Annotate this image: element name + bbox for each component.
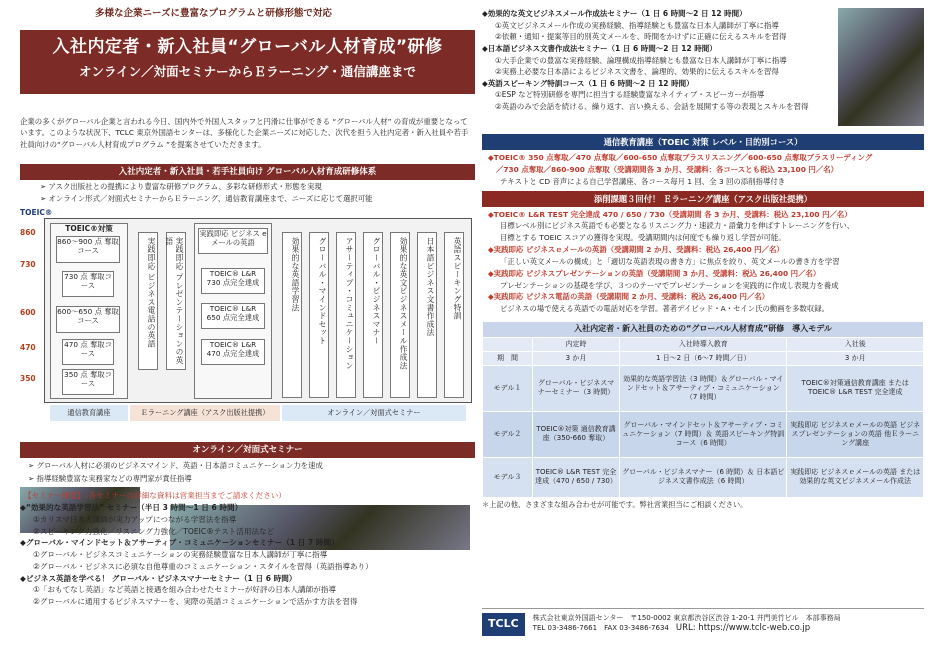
toeic-box-label: TOEIC®対策 <box>65 224 113 233</box>
company-address: 株式会社東京外国語センター 〒150-0002 東京都渋谷区渋谷 1-20-1 井門美竹ビル 本部事務局 <box>532 614 841 623</box>
footer-label-online: オンライン／対面式セミナー <box>282 405 466 421</box>
model-table <box>482 321 924 498</box>
seminar-list <box>20 502 475 608</box>
right-column <box>482 8 924 509</box>
model-cell: グローバル・マインドセット＆アサーティブ・コミュニケーション（7 時間）＆ 英語スピーキング特訓コース（6 時間） <box>620 411 787 457</box>
presentation-english-course: 実践即応 プレゼンテーションの英語 <box>166 232 186 370</box>
model-name: モデル２ <box>483 411 533 457</box>
seminar-course: 効果的な英語学習法 <box>282 232 302 398</box>
correspondence-line: テキストと CD 音声による自己学習講座、各コース毎月 1 回、全 3 回の添削指導付き <box>500 176 786 186</box>
elearning-detail: 目標レベル別にビジネス英語でも必要となるリスニング力・速読力・語彙力を伸ばすトレーニングを行い、 <box>500 221 855 231</box>
model-title: 入社内定者・新入社員のための“グローバル人材育成”研修 導入モデル <box>483 322 924 337</box>
overview-label: 【セミナー概要】 <box>24 491 85 500</box>
right-top <box>482 8 924 126</box>
model-cell: 実践即応 ビジネスｅメールの英語 または 効果的な英文ビジネスメール作成法 <box>787 457 924 497</box>
seminar-title: ◆効果的な英文ビジネスメール作成法セミナー（1 日 6 時間〜2 日 12 時間） <box>482 9 747 18</box>
title-banner <box>20 30 475 94</box>
list-item: ➢ オンライン形式／対面式セミナーからＥラーニング、通信教育講座まで、ニーズに応じて選択可能 <box>40 194 373 203</box>
model-note: ＊上記の他、さまざまな組み合わせが可能です。弊社営業担当にご相談ください。 <box>482 499 748 509</box>
seminar-title: ◆英語スピーキング特訓コース（1 日 6 時間〜2 日 12 時間） <box>482 78 694 88</box>
model-col-header: 内定時 <box>533 337 620 351</box>
model-table-wrap <box>482 321 924 509</box>
toeic-course: 860～900 点 奪取コース <box>56 236 120 263</box>
seminar-detail: ①「おもてなし英語」など英語と接遇を組み合わせたセミナーが好評の日本人講師が指導 <box>33 585 336 595</box>
company-phone: TEL 03-3486-7661 FAX 03-3486-7634 <box>532 624 669 633</box>
company-url[interactable]: URL: https://www.tclc-web.co.jp <box>675 623 811 634</box>
right-seminars <box>482 8 834 126</box>
list-item: ➢ アスク出版社との提携により豊富な研修プログラム、多彩な研修形式・形態を実現 <box>40 182 322 191</box>
model-cell: 効果的な英語学習法（3 時間）＆グローバル・マインドセット＆アサーティブ・コミュニケーション（7 時間） <box>620 365 787 411</box>
period-value: 3 か月 <box>787 351 924 365</box>
speaker-photo <box>838 8 924 126</box>
seminar-detail: ②スピーキング力強化／リスニング力強化／TOEIC®テスト活用法など <box>33 526 275 536</box>
seminar-detail: ①大手企業での豊富な実務経験、論理構成指導経験とも豊富な日本人講師が丁寧に指導 <box>495 55 787 65</box>
seminar-course: アサーティブ・コミュニケーション <box>336 232 356 398</box>
seminar-course: 英語スピーキング特訓 <box>444 232 464 398</box>
model-name: モデル３ <box>483 457 533 497</box>
seminar-course: グローバル・ビジネスマナー <box>363 232 383 398</box>
phone-english-course: 実践即応 ビジネス電話の英語 <box>138 232 158 370</box>
level-label: 350 <box>20 374 36 383</box>
elearning-heading: 添削課題３回付！ Ｅラーニング講座（アスク出版社提携） <box>482 191 924 207</box>
tclc-logo: TCLC <box>482 613 525 636</box>
level-label: 470 <box>20 343 36 352</box>
online-bullets <box>20 458 475 487</box>
online-intro <box>20 458 475 487</box>
period-value: 3 か月 <box>533 351 620 365</box>
seminar-detail: ②グローバル・ビジネスに必須な自他尊重のコミュニケーション・スタイルを習得（英語指導あり） <box>33 561 373 571</box>
page-subtitle: オンライン／対面セミナーからＥラーニング・通信講座まで <box>79 64 416 80</box>
footer-label-elearning: Ｅラーニング講座（アスク出版社提携） <box>130 405 280 421</box>
email-english-course: 実践即応 ビジネス eメールの英語 <box>198 228 268 254</box>
toeic-course: 600～650 点 奪取コース <box>56 306 120 333</box>
system-bullets <box>20 182 475 206</box>
seminar-course: 効果的な英文ビジネスメール作成法 <box>390 232 410 398</box>
seminar-detail: ②グローバルに通用するビジネスマナーを、実際の英語コミュニケーションで活かす方法を習得 <box>33 597 358 607</box>
seminar-detail: ①英文ビジネスメール作成の実務経験、指導経験とも豊富な日本人講師が丁寧に指導 <box>495 20 779 30</box>
seminar-title: ◆日本語ビジネス文書作成法セミナー（1 日 6 時間〜2 日 12 時間） <box>482 43 717 53</box>
level-label: 730 <box>20 260 36 269</box>
list-item: ➢ グローバル人材に必須のビジネスマインド、英語・日本語コミュニケーション力を速成 <box>28 461 323 470</box>
elearning-title: ◆実践即応 ビジネスプレゼンテーションの英語（受講期間 3 か月、受講料：税込 26,400 円／名） <box>488 268 821 278</box>
seminar-detail: ②依頼・通知・提案等目的別英文メールを、時間をかけずに正確に伝えるスキルを習得 <box>495 32 787 42</box>
seminar-detail: ②実務上必要な日本語によるビジネス文書を、論理的、効果的に伝えるスキルを習得 <box>495 67 779 77</box>
correspondence-heading: 通信教育講座（TOEIC 対策 レベル・目的別コース） <box>482 134 924 150</box>
seminar-title: ◆グローバル・マインドセット＆アサーティブ・コミュニケーションセミナー（1 日 7 時間） <box>20 538 339 548</box>
overview-note: （各セミナーの詳細な資料は営業担当までご請求ください） <box>84 491 286 500</box>
model-col-header: 入社時導入教育 <box>620 337 787 351</box>
model-cell: グローバル・ビジネスマナーセミナー（3 時間） <box>533 365 620 411</box>
toeic-course: 470 点 奪取コース <box>62 339 114 365</box>
lr-course: TOEIC® L&R 650 点完全達成 <box>201 303 265 329</box>
period-label: 期 間 <box>483 351 533 365</box>
model-cell: TOEIC®対策通信教育講座 または TOEIC® L&R TEST 完全達成 <box>787 365 924 411</box>
model-cell: 実践即応 ビジネスｅメールの英語 ビジネスプレゼンテーションの英語 他Ｅラーニング講座 <box>787 411 924 457</box>
seminar-detail: ②英語のみで会話を続ける、繰り返す、言い換える、会話を展開する等の表現とスキルを習得 <box>495 102 809 111</box>
elearning-title: ◆実践即応 ビジネス電話の英語（受講期間 2 か月、受講料：税込 26,400 円／名） <box>488 292 770 302</box>
model-cell: グローバル・ビジネスマナー（6 時間）＆ 日本語ビジネス文書作成法（6 時間） <box>620 457 787 497</box>
seminar-course: グローバル・マインドセット <box>309 232 329 398</box>
correspondence-line: ◆TOEIC® 350 点奪取／470 点奪取／600-650 点奪取プラスリスニング／600-650 点奪取プラスリーディング <box>488 153 873 162</box>
toeic-course: 350 点 奪取コース <box>62 369 114 395</box>
model-cell: TOEIC®対策 通信教育講座（350-660 奪取） <box>533 411 620 457</box>
correspondence-line: ／730 点奪取／860-900 点奪取（受講期間各 3 か月、受講料：各コースとも税込 23,100 円／名） <box>496 164 838 174</box>
page-title: 入社内定者・新入社員“グローバル人材育成”研修 <box>52 37 443 57</box>
toeic-course: 730 点 奪取コース <box>62 271 114 297</box>
elearning-title: ◆実践即応 ビジネスｅメールの英語（受講期間 2 か月、受講料：税込 26,400 円／名） <box>488 245 784 255</box>
footer-label-correspondence: 通信教育講座 <box>50 405 128 421</box>
seminar-title: ◆“効果的な英語学習法” セミナー（半日 3 時間〜1 日 6 時間） <box>20 503 243 512</box>
seminar-detail: ①ESP など特別研修を専門に担当する経験豊富なネイティブ・スピーカーが指導 <box>495 90 765 100</box>
level-label: 600 <box>20 308 36 317</box>
elearning-detail: 「正しい英文メールの構成」と「適切な英語表現の書き方」に焦点を絞り、英文メールの書き方を学習 <box>500 256 840 266</box>
system-heading: 入社内定者・新入社員・若手社員向け グローバル人材育成研修体系 <box>20 164 475 180</box>
toeic-label: TOEIC® <box>20 208 53 217</box>
lr-course: TOEIC® L&R 470 点完全達成 <box>201 339 265 365</box>
list-item: ➢ 指導経験豊富な実務家などの専門家が責任指導 <box>28 474 192 483</box>
lr-course: TOEIC® L&R 730 点完全達成 <box>201 268 265 294</box>
elearning-detail: 目標とする TOEIC スコアの獲得を実現。受講期間内は何度でも繰り返し学習が可能。 <box>500 233 786 243</box>
online-heading: オンライン／対面式セミナー <box>20 442 475 458</box>
seminar-course: 日本語ビジネス文書作成法 <box>417 232 437 398</box>
period-value: 1 日〜2 日（6〜7 時間／日） <box>620 351 787 365</box>
elearning-detail: プレゼンテーションの基礎を学び、３つのテーマでプレゼンテーションを実践的に作成し表現力を養成 <box>500 280 839 290</box>
level-label: 860 <box>20 228 36 237</box>
model-cell: TOEIC® L&R TEST 完全達成（470 / 650 / 730） <box>533 457 620 497</box>
intro-text: 企業の多くがグローバル企業と言われる今日、国内外で外国人スタッフと円滑に仕事ができる “グローバル人材” の育成が重要となっています。このような状況下、TCLC 東京外国語センターは、多様化した企業ニーズに対応した、次代を担う入社内定者・新入社員や若手社員向けの“グローバル人材育成プログラム ”を提案させていただきます。 <box>20 117 469 149</box>
correspondence-body <box>482 150 924 188</box>
elearning-title: ◆TOEIC® L&R TEST 完全達成 470 / 650 / 730（受講期間 各 3 か月、受講料：税込 23,100 円／名） <box>488 209 852 219</box>
seminar-detail: ①グローバル・ビジネスコミュニケーションの実務経験豊富な日本人講師が丁寧に指導 <box>33 550 328 560</box>
training-system-chart <box>20 208 475 436</box>
seminar-detail: ①カリスマ日本人講師が実力アップにつながる学習法を指導 <box>33 514 237 524</box>
tagline: 多様な企業ニーズに豊富なプログラムと研修形態で対応 <box>95 8 332 19</box>
model-col-header: 入社後 <box>787 337 924 351</box>
elearning-detail: ビジネスの場で使える英語での電話対応を学習。著者デイビッド・A・セイン氏の動画を多数収録。 <box>500 304 829 314</box>
seminar-title: ◆ビジネス英語を学べる！ グローバル・ビジネスマナーセミナー（1 日 6 時間） <box>20 573 297 583</box>
overview <box>24 491 286 501</box>
model-name: モデル１ <box>483 365 533 411</box>
company-footer <box>482 608 924 636</box>
elearning-body <box>482 207 924 316</box>
